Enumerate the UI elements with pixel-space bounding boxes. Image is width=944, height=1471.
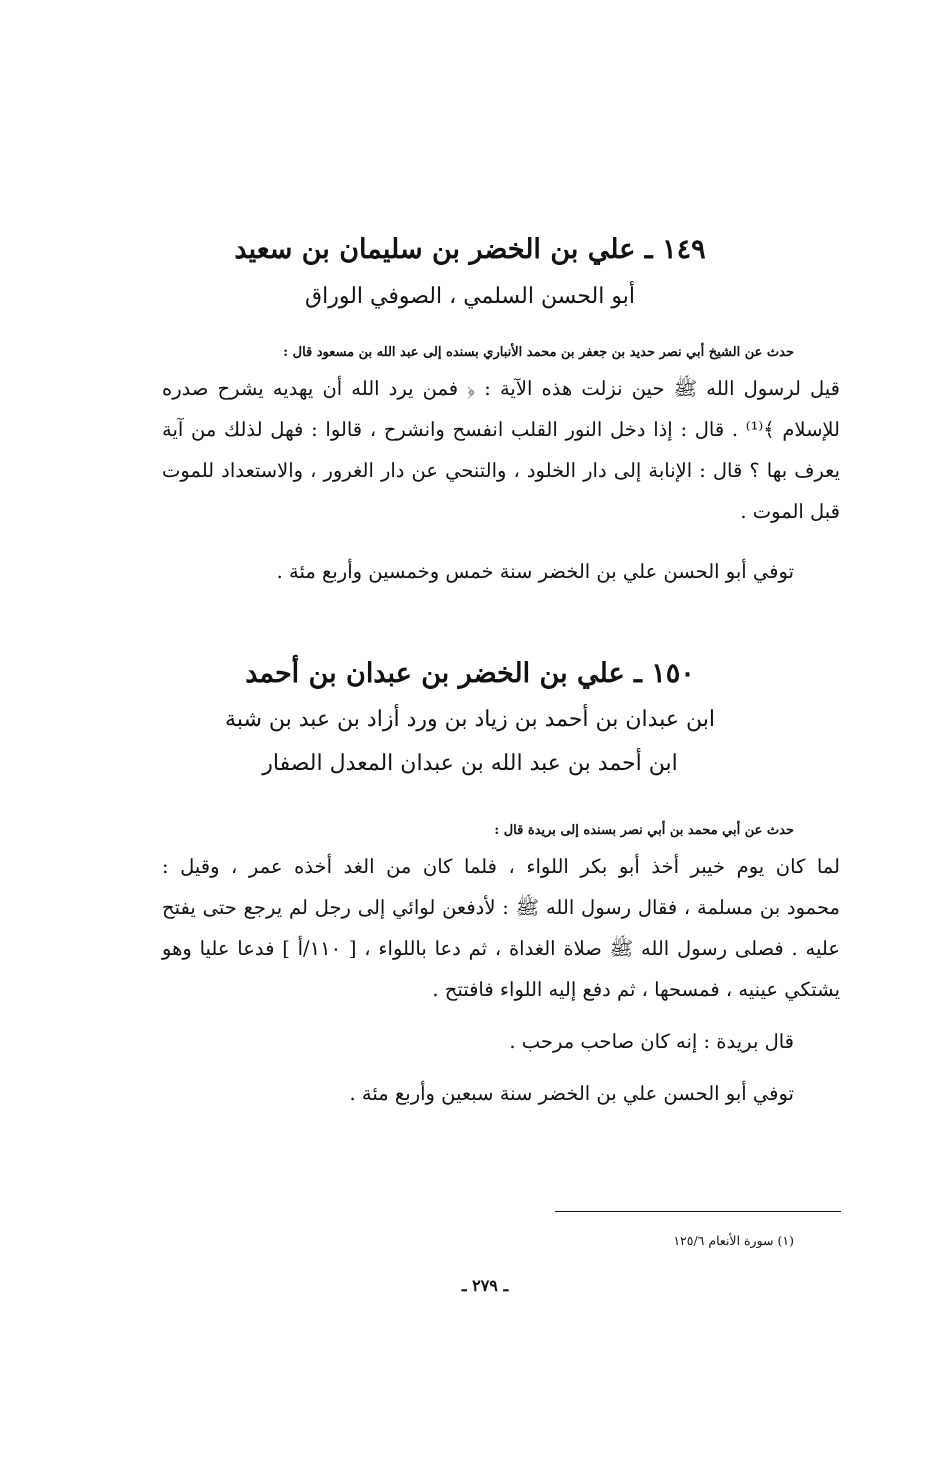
- entry-149-title: ١٤٩ ـ علي بن الخضر بن سليمان بن سعيد: [234, 234, 706, 265]
- page-number: ـ ٢٧٩ ـ: [461, 1276, 509, 1295]
- entry-149-hadith-line-4: قبل الموت .: [740, 500, 840, 523]
- entry-150-hadith-line-4: يشتكي عينيه ، فمسحها ، ثم دفع إليه اللواء فافتتح .: [432, 978, 840, 1001]
- entry-149-death-note: توفي أبو الحسن علي بن الخضر سنة خمس وخمسين وأربع مئة .: [276, 560, 794, 583]
- entry-150-hadith: [162, 846, 840, 1010]
- entry-149-hadith: [162, 368, 840, 532]
- entry-150-subtitle-line-1: ابن عبدان بن أحمد بن زياد بن ورد أزاد بن عبد بن شبة: [225, 707, 715, 732]
- entry-149-hadith-line-2: للإسلام ﴾⁽¹⁾ . قال : إذا دخل النور القلب انفسح وانشرح ، قالوا : فهل لذلك من آية: [162, 418, 840, 441]
- entry-150-hadith-line-3: عليه . فصلى رسول الله ﷺ صلاة الغداة ، ثم دعا باللواء ، [ ١١٠/أ ] فدعا عليا وهو: [162, 937, 840, 960]
- entry-150-hadith-line-2: محمود بن مسلمة ، فقال رسول الله ﷺ : لأدفعن لوائي إلى رجل لم يرجع حتى يفتح: [162, 896, 840, 919]
- entry-150-buraida-note: قال بريدة : إنه كان صاحب مرحب .: [509, 1030, 794, 1053]
- footnote-1: (١) سورة الأنعام ١٢٥/٦: [673, 1233, 794, 1248]
- entry-149-hadith-line-1: قيل لرسول الله ﷺ حين نزلت هذه الآية : ﴿ فمن يرد الله أن يهديه يشرح صدره: [162, 377, 840, 400]
- entry-150-death-note: توفي أبو الحسن علي بن الخضر سنة سبعين وأربع مئة .: [349, 1082, 794, 1105]
- entry-150-title: ١٥٠ ـ علي بن الخضر بن عبدان بن أحمد: [245, 658, 695, 689]
- entry-150-hadith-line-1: لما كان يوم خيبر أخذ أبو بكر اللواء ، فلما كان من الغد أخذه عمر ، وقيل :: [162, 855, 840, 878]
- entry-150-subtitle-line-2: ابن أحمد بن عبد الله بن عبدان المعدل الصفار: [262, 751, 678, 776]
- footnote-divider: [555, 1211, 841, 1212]
- entry-149-subtitle: أبو الحسن السلمي ، الصوفي الوراق: [305, 284, 635, 309]
- entry-150-isnad: حدث عن أبي محمد بن أبي نصر بسنده إلى بريدة قال :: [494, 823, 794, 838]
- entry-149-hadith-line-3: يعرف بها ؟ قال : الإنابة إلى دار الخلود ، والتنحي عن دار الغرور ، والاستعداد للموت: [162, 459, 840, 482]
- entry-149-isnad: حدث عن الشيخ أبي نصر حديد بن جعفر بن محمد الأنباري بسنده إلى عبد الله بن مسعود قال :: [283, 345, 794, 360]
